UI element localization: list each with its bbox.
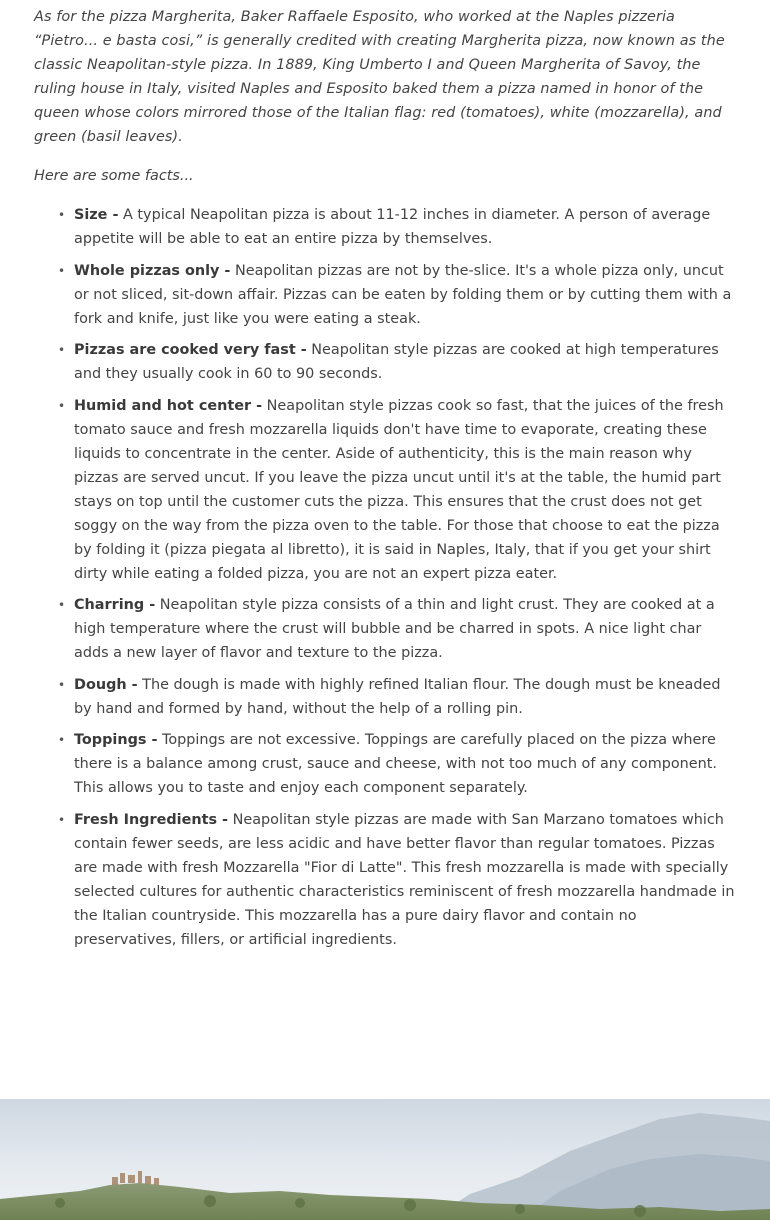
bullet-icon: •: [58, 208, 66, 222]
list-item: [58, 338, 738, 386]
fact-title: Humid and hot center -: [74, 397, 263, 414]
bullet-icon: •: [58, 263, 66, 278]
bullet-icon: •: [58, 343, 66, 357]
landscape-illustration: [0, 1099, 770, 1220]
facts-list: [58, 203, 738, 959]
bullet-icon: •: [58, 812, 66, 827]
fact-title: Whole pizzas only -: [74, 262, 231, 279]
fact-title: Fresh Ingredients -: [74, 811, 229, 828]
fact-title: Size -: [74, 207, 119, 223]
fact-title: Pizzas are cooked very fast -: [74, 342, 307, 358]
list-item: [58, 593, 738, 665]
intro-paragraph: As for the pizza Margherita, Baker Raffaele Esposito, who worked at the Naples pizzeria “Pietro... e basta cosi,” is generally credited with creating Margherita pizza, now known as the classic Neapolitan-style pizza. In 1889, King Umberto I and Queen Margherita of Savoy, the ruling house in Italy, visited Naples and Esposito baked them a pizza named in honor of the queen whose colors mirrored those of the Italian flag: red (tomatoes), white (mozzarella), and green (basil leaves).: [34, 9, 725, 145]
landscape-photo: [0, 1099, 770, 1220]
fact-text: Neapolitan style pizzas cook so fast, that the juices of the fresh tomato sauce and fresh mozzarella liquids don't have time to evaporate, creating these liquids to concentrate in the center. Aside of authenticity, this is the main reason why pizzas are served uncut. If you leave the pizza uncut until it's at the table, the humid part stays on top until the customer cuts the pizza. This ensures that the crust does not get soggy on the way from the pizza oven to the table. For those that choose to eat the pizza by folding it (pizza piegata al libretto), it is said in Naples, Italy, that if you get your shirt dirty while eating a folded pizza, you are not an expert pizza eater.: [74, 397, 724, 582]
fact-text: Neapolitan pizzas are not by the-slice. It's a whole pizza only, uncut or not sliced, sit-down affair. Pizzas can be eaten by folding them or by cutting them with a fork and knife, just like you were eating a steak.: [74, 262, 732, 327]
bullet-icon: •: [58, 598, 66, 612]
fact-text: Toppings are not excessive. Toppings are carefully placed on the pizza where there is a balance among crust, sauce and cheese, with not too much of any component. This allows you to taste and enjoy each component separately.: [74, 732, 717, 796]
fact-text: The dough is made with highly refined Italian flour. The dough must be kneaded by hand and formed by hand, without the help of a rolling pin.: [74, 676, 721, 717]
fact-title: Dough -: [74, 676, 138, 693]
fact-text: Neapolitan style pizzas are made with San Marzano tomatoes which contain fewer seeds, are less acidic and have better flavor than regular tomatoes. Pizzas are made with fresh Mozzarella "Fior di Latte". This fresh mozzarella is made with specially selected cultures for authentic characteristics reminiscent of fresh mozzarella handmade in the Italian countryside. This mozzarella has a pure dairy flavor and contain no preservatives, fillers, or artificial ingredients.: [74, 811, 735, 948]
list-item: [58, 259, 738, 331]
fact-text: Neapolitan style pizzas are cooked at high temperatures and they usually cook in 60 to 90 seconds.: [74, 342, 719, 382]
list-item: [58, 728, 738, 800]
facts-lead: Here are some facts...: [34, 168, 194, 184]
fact-text: A typical Neapolitan pizza is about 11-12 inches in diameter. A person of average appetite will be able to eat an entire pizza by themselves.: [74, 207, 711, 247]
fact-title: Charring -: [74, 597, 156, 613]
bullet-icon: •: [58, 398, 66, 413]
fact-title: Toppings -: [74, 732, 158, 748]
list-item: [58, 673, 738, 721]
bullet-icon: •: [58, 733, 66, 747]
fact-text: Neapolitan style pizza consists of a thin and light crust. They are cooked at a high temperature where the crust will bubble and be charred in spots. A nice light char adds a new layer of flavor and texture to the pizza.: [74, 597, 715, 661]
list-item: [58, 203, 738, 251]
list-item: [58, 808, 738, 952]
list-item: [58, 394, 738, 586]
bullet-icon: •: [58, 677, 66, 692]
